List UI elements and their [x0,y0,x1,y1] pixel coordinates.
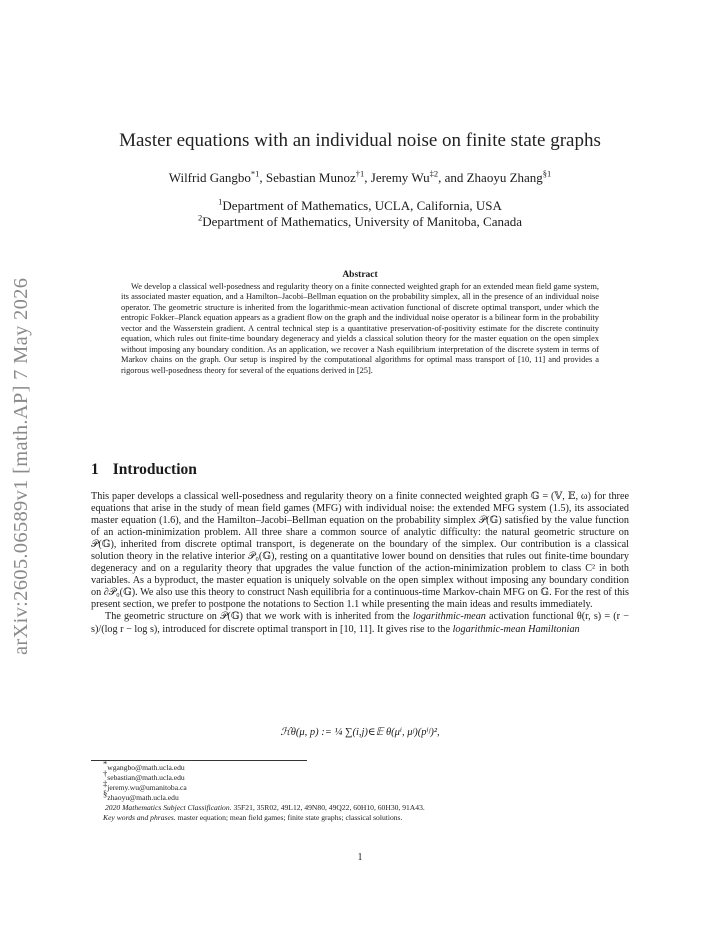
author-list: Wilfrid Gangbo$^{*1}$, Sebastian Munoz$^{\dagger 1}$, Jeremy Wu$^{\ddagger 2}$, and Zhaoyu Zhang$^{\S 1}$ [168,168,552,185]
footnote-email[interactable]: *wgangbo@math.ucla.edu [103,758,185,772]
footnote-divider [91,760,307,761]
display-equation: ℋθ(μ, p) := ¼ ∑(i,j)∈𝔼 θ(μⁱ, μʲ)(pⁱʲ)², [280,727,440,738]
keywords: Key words and phrases. master equation; mean field games; finite state graphs; classical solutions. [103,813,403,823]
paper-title: Master equations with an individual noise on finite state graphs [119,130,601,151]
author: Zhaoyu Zhang$^{\S 1}$ [466,168,552,185]
paragraph: The geometric structure on 𝒫(𝔾) that we work with is inherited from the logarithmic-mean activation functional θ(r, s) = (r − s)/(log r − log s), introduced for discrete optimal transport in [10, 11]. It gives rise to the logarithmic-mean Hamiltonian [91,611,629,635]
paragraph: This paper develops a classical well-posedness and regularity theory on a finite connected weighted graph 𝔾 = (𝕍, 𝔼, ω) for three equations that arise in the study of mean field games (MFG) with individual noise: the extended MFG system (1.5), its associated master equation (1.6), and the Hamilton–Jacobi–Bellman equation on the probability simplex 𝒫(𝔾) satisfied by the value function of an action-minimization problem. All three share a common source of analytic difficulty: the natural geometric structure on 𝒫(𝔾), inherited from discrete optimal transport, is degenerate on the boundary of the simplex. Our contribution is a classical solution theory in the relative interior 𝒫₀(𝔾), resting on a quantitative lower bound on densities that rules out finite-time boundary degeneracy and on a regularity theory that upgrades the value function of the action-minimization problem to class C² in both variables. As a byproduct, the master equation is uniquely solvable on the open simplex without imposing any boundary condition on ∂𝒫₀(𝔾). We also use this theory to construct Nash equilibria for a continuous-time Markov-chain MFG on 𝔾. For the rest of this present section, we prefer to postpone the notations to Section 1.1 while presenting the main ideas and results immediately. [91,491,629,611]
msc-classification: 2020 Mathematics Subject Classification. 35F21, 35R02, 49L12, 49N80, 49Q22, 60H10, 60H30, 91A43. [105,803,425,813]
footnote-email[interactable]: §zhaoyu@math.ucla.edu [103,788,179,803]
abstract-heading: Abstract [342,270,378,280]
section-heading: 1 Introduction [91,461,197,478]
abstract-text: We develop a classical well-posedness and regularity theory on a finite connected weighted graph for an extended mean field game system, its associated master equation, and a Hamilton–Jacobi–Bellman equation on the probability simplex, all in the presence of an individual noise operator. The geometric structure is inherited from the logarithmic-mean activation functional of discrete optimal transport, under which the entropic Fokker–Planck equation appears as a gradient flow on the graph and the individual noise operator is a bilinear form in the probability vector and the Wasserstein gradient. A central technical step is a quantitative preservation-of-positivity estimate for the discrete continuity equation, which rules out finite-time boundary degeneracy and yields a classical solution theory for the master equation on the open simplex without imposing any boundary condition. As an application, we recover a Nash equilibrium interpretation of the discrete system in terms of Markov chains on the graph. Our setup is inspired by the computational algorithms for optimal mass transport of [10, 11] and provides a rigorous well-posedness theory for several of the equations derived in [25]. [121,282,599,375]
affiliation: $^2$Department of Mathematics, University of Manitoba, Canada [197,212,523,229]
footnotes [103,758,425,824]
footnote-email[interactable]: ‡jeremy.wu@umanitoba.ca [103,778,187,793]
author: Wilfrid Gangbo$^{*1}$ [168,168,260,185]
footnote-email[interactable]: †sebastian@math.ucla.edu [103,768,185,783]
introduction-body [91,491,629,636]
author: Sebastian Munoz$^{\dagger 1}$ [265,168,365,185]
affiliation: $^1$Department of Mathematics, UCLA, California, USA [218,196,502,213]
arxiv-stamp[interactable]: arXiv:2605.06589v1 [math.AP] 7 May 2026 [10,277,32,655]
author: Jeremy Wu$^{\ddagger 2}$ [370,168,439,185]
page-number: 1 [357,852,363,863]
